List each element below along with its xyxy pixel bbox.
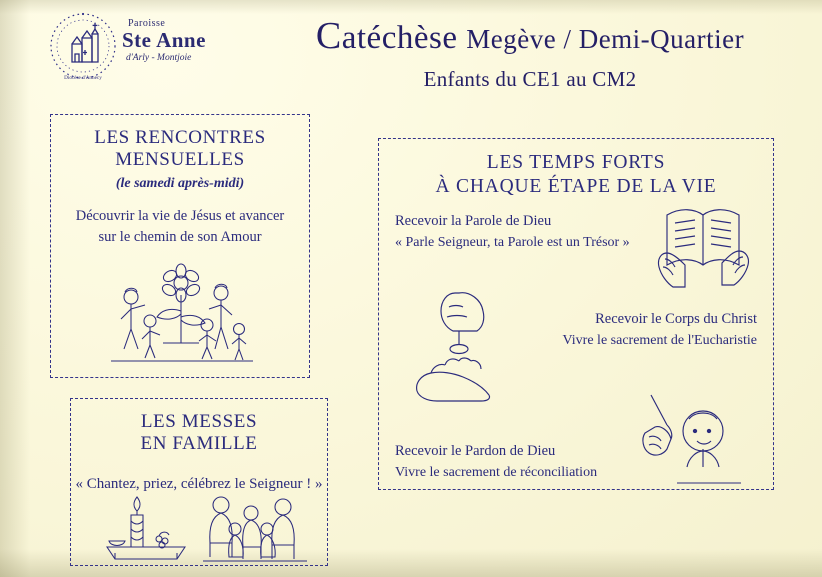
sacrament-eucharistie-line1: Recevoir le Corps du Christ xyxy=(595,311,757,327)
seal-text: Diocèse d'Annecy xyxy=(64,75,102,81)
messes-title-line2: EN FAMILLE xyxy=(140,433,258,455)
title-line xyxy=(270,14,790,58)
open-book-in-hands-drawing xyxy=(651,193,759,297)
paper-edge-left xyxy=(0,0,30,577)
sacrament-reconciliation-line1: Recevoir le Pardon de Dieu xyxy=(395,443,556,459)
rencontres-title xyxy=(51,127,309,172)
sacrament-parole-line2: « Parle Seigneur, ta Parole est un Trésor » xyxy=(395,235,630,250)
page-title xyxy=(270,14,790,92)
logo-parish-name: Ste Anne xyxy=(122,28,206,52)
church-seal-icon xyxy=(48,10,118,82)
section-messes-en-famille xyxy=(70,398,328,566)
logo-parish-label: Paroisse xyxy=(128,18,166,29)
section-temps-forts xyxy=(378,138,774,490)
sacrament-eucharistie-line2: Vivre le sacrement de l'Eucharistie xyxy=(562,333,757,348)
sacrament-parole-line1: Recevoir la Parole de Dieu xyxy=(395,213,552,229)
title-location: Megève / Demi-Quartier xyxy=(466,24,745,54)
messes-title-line1: LES MESSES xyxy=(140,411,258,432)
rencontres-body xyxy=(51,206,309,248)
hands-giving-host-drawing xyxy=(411,287,527,405)
children-around-flower-drawing xyxy=(103,257,259,365)
parish-logo xyxy=(34,8,234,86)
title-initial: C xyxy=(315,15,342,57)
logo-parish-subtitle: d'Arly - Montjoie xyxy=(126,53,192,63)
sacrament-reconciliation-line2: Vivre le sacrement de réconciliation xyxy=(395,465,598,480)
rencontres-body-line2: sur le chemin de son Amour xyxy=(98,228,262,245)
logo-wordmark xyxy=(122,18,242,63)
rencontres-title-line2: MENSUELLES xyxy=(115,149,245,171)
priest-blessing-child-drawing xyxy=(637,391,755,489)
section-rencontres-mensuelles xyxy=(50,114,310,378)
messes-quote: « Chantez, priez, célébrez le Seigneur ! » xyxy=(75,475,323,492)
temps-forts-title-line1: LES TEMPS FORTS xyxy=(486,152,666,173)
messes-title xyxy=(71,411,327,456)
sacrament-parole xyxy=(395,213,630,251)
title-main-word: atéchèse xyxy=(341,20,458,56)
rencontres-title-line1: LES RENCONTRES xyxy=(94,127,266,148)
rencontres-note: (le samedi après-midi) xyxy=(115,175,245,191)
family-at-mass-drawing xyxy=(199,483,311,563)
sacrament-reconciliation xyxy=(395,443,597,481)
sacrament-eucharistie xyxy=(563,311,757,349)
rencontres-body-line1: Découvrir la vie de Jésus et avancer xyxy=(75,207,285,224)
altar-candle-drawing xyxy=(93,491,197,563)
temps-forts-title-line2: À CHAQUE ÉTAPE DE LA VIE xyxy=(435,176,717,198)
title-subtitle: Enfants du CE1 au CM2 xyxy=(423,67,637,91)
